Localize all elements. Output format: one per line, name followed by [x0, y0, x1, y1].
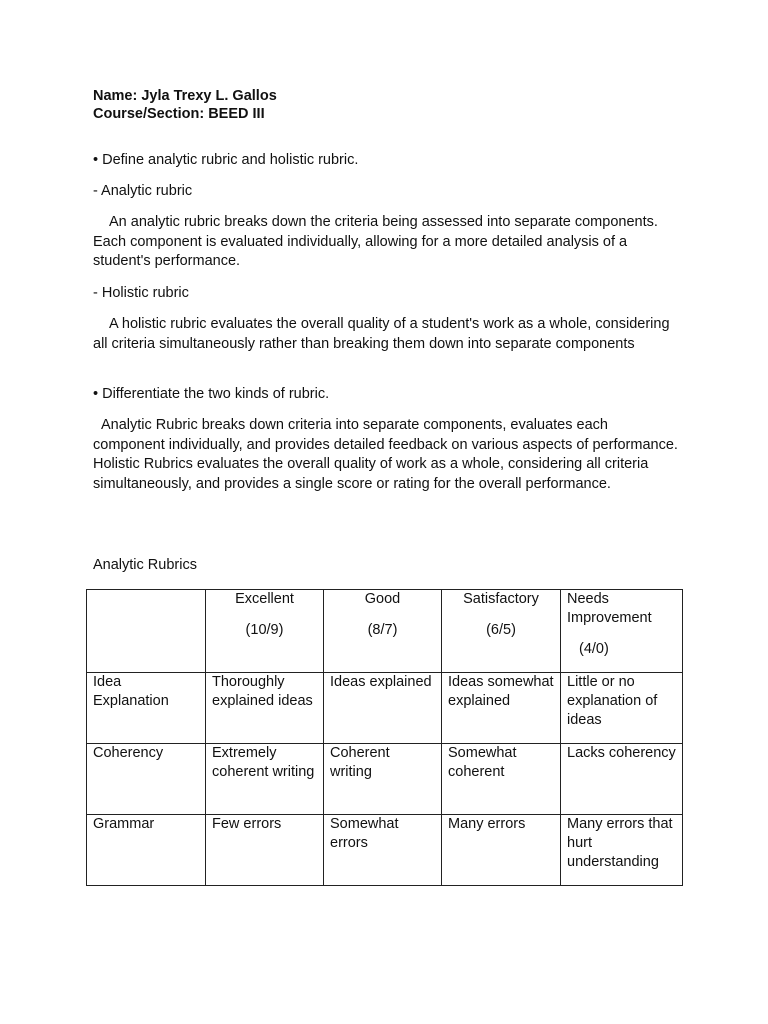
table-cell: Somewhat coherent	[442, 744, 561, 815]
course-section: Course/Section: BEED III	[93, 106, 265, 122]
student-name: Name: Jyla Trexy L. Gallos	[93, 88, 277, 104]
holistic-heading: - Holistic rubric	[93, 285, 189, 301]
table-cell: Few errors	[206, 815, 324, 886]
column-score: (6/5)	[486, 622, 516, 638]
header-empty-cell	[87, 590, 206, 673]
criterion-cell: Coherency	[87, 744, 206, 815]
column-score: (10/9)	[245, 622, 284, 638]
student-header	[93, 87, 277, 123]
table-cell: Many errors that hurt understanding	[561, 815, 683, 886]
column-label: Needs Improvement	[567, 591, 652, 626]
question-2: • Differentiate the two kinds of rubric.	[93, 386, 330, 402]
table-cell: Thoroughly explained ideas	[206, 673, 324, 744]
table-cell: Little or no explanation of ideas	[561, 673, 683, 744]
analytic-rubric-table	[86, 589, 683, 886]
table-row	[87, 815, 683, 886]
table-header-row	[87, 590, 683, 673]
header-cell	[561, 590, 683, 673]
column-label: Good	[364, 591, 401, 607]
table-title: Analytic Rubrics	[93, 557, 197, 573]
table-row	[87, 673, 683, 744]
question-1: • Define analytic rubric and holistic rubric.	[93, 152, 359, 168]
header-cell	[442, 590, 561, 673]
criterion-cell: Grammar	[87, 815, 206, 886]
header-cell	[324, 590, 442, 673]
criterion-cell: Idea Explanation	[87, 673, 206, 744]
column-score: (8/7)	[367, 622, 398, 638]
analytic-heading: - Analytic rubric	[93, 183, 193, 199]
table-cell: Extremely coherent writing	[206, 744, 324, 815]
column-label: Excellent	[235, 591, 294, 607]
table-cell: Ideas somewhat explained	[442, 673, 561, 744]
table-cell: Somewhat errors	[324, 815, 442, 886]
column-score: (4/0)	[579, 641, 609, 657]
table-cell: Lacks coherency	[561, 744, 683, 815]
analytic-definition: An analytic rubric breaks down the criteria being assessed into separate components. Each component is evaluated individually, allowing for a more detailed analysis of a student's performance.	[93, 214, 658, 269]
table-cell: Ideas explained	[324, 673, 442, 744]
header-cell	[206, 590, 324, 673]
table-cell: Many errors	[442, 815, 561, 886]
holistic-definition: A holistic rubric evaluates the overall quality of a student's work as a whole, considering all criteria simultaneously rather than breaking them down into separate components	[93, 316, 670, 352]
table-row	[87, 744, 683, 815]
differentiation-text: Analytic Rubric breaks down criteria into separate components, evaluates each component individually, and provides detailed feedback on various aspects of performance. Holistic Rubrics evaluates the overall quality of work as a whole, considering all criteria simultaneously, and provides a single score or rating for the overall performance.	[93, 417, 678, 492]
table-cell: Coherent writing	[324, 744, 442, 815]
column-label: Satisfactory	[463, 591, 539, 607]
